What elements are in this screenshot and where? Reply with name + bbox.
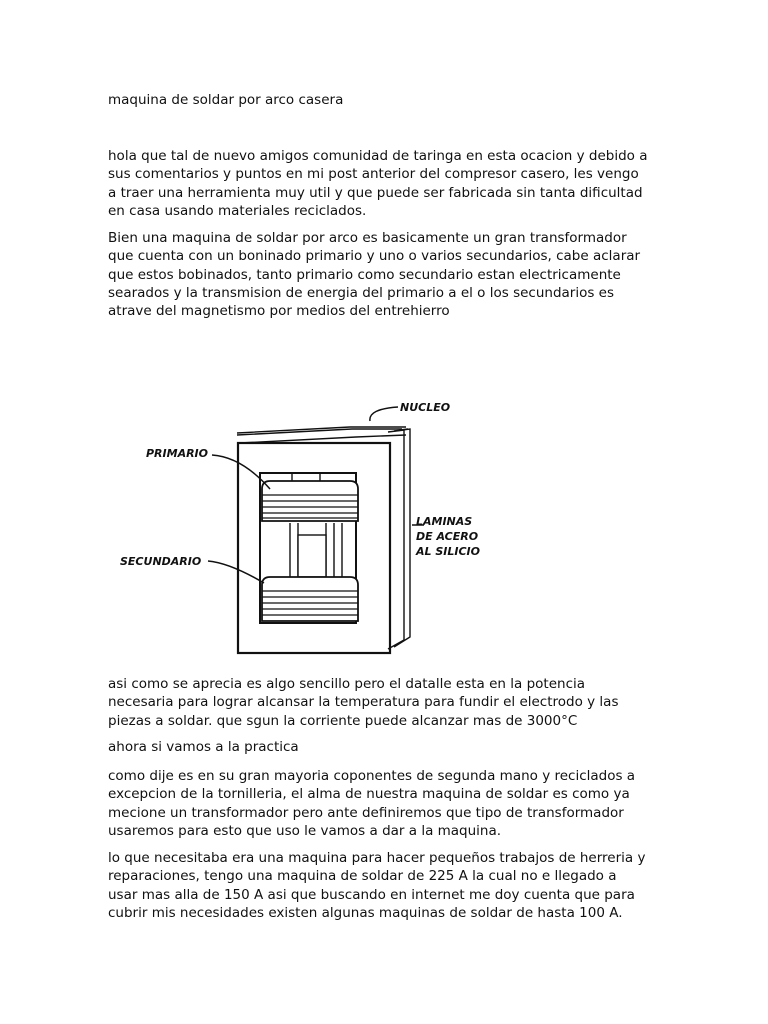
- document-title: maquina de soldar por arco casera: [108, 92, 344, 108]
- paragraph-components: como dije es en su gran mayoria coponentes de segunda mano y reciclados a excepcion de la tornilleria, el alma de nuestra maquina de soldar es como ya mecione un transformador pero ante definiremos que tipo de transformador usaremos para esto que uso le vamos a dar a la maquina.: [108, 768, 636, 839]
- label-laminas-2: DE ACERO: [416, 530, 479, 543]
- transformer-drawing: [112, 385, 492, 665]
- primary-coil: [262, 473, 358, 521]
- paragraph-practice: ahora si vamos a la practica: [108, 739, 299, 755]
- paragraph-needs: lo que necesitaba era una maquina para hacer pequeños trabajos de herreria y reparaciones, tengo una maquina de soldar de 225 A la cual no e llegado a usar mas alla de 150 A asi que buscando en internet me doy cuenta que para cubrir mis necesidades existen algunas maquinas de soldar de hasta 100 A.: [108, 850, 646, 921]
- paragraph-power: asi como se aprecia es algo sencillo pero el datalle esta en la potencia necesaria para lograr alcansar la temperatura para fundir el electrodo y las piezas a soldar. que sgun la corriente puede alcanzar mas de 3000°C: [108, 676, 619, 729]
- paragraph-intro: hola que tal de nuevo amigos comunidad de taringa en esta ocacion y debido a sus comentarios y puntos en mi post anterior del compresor casero, les vengo a traer una herramienta muy util y que puede ser fabricada sin tanta dificultad en casa usando materiales reciclados.: [108, 148, 648, 219]
- label-nucleo: NUCLEO: [400, 401, 451, 414]
- transformer-diagram: [112, 385, 492, 665]
- label-laminas-1: LAMINAS: [416, 515, 473, 528]
- label-secundario: SECUNDARIO: [120, 555, 202, 568]
- paragraph-transformer: Bien una maquina de soldar por arco es basicamente un gran transformador que cuenta con un boninado primario y uno o varios secundarios, cabe aclarar que estos bobinados, tanto primario como secundario estan electricamente searados y la transmision de energia del primario a el o los secundarios es atrave del magnetismo por medios del entrehierro: [108, 230, 641, 320]
- label-laminas-3: AL SILICIO: [416, 545, 480, 558]
- core-center-leg: [290, 523, 342, 577]
- label-primario: PRIMARIO: [146, 447, 208, 460]
- secondary-coil: [262, 577, 358, 621]
